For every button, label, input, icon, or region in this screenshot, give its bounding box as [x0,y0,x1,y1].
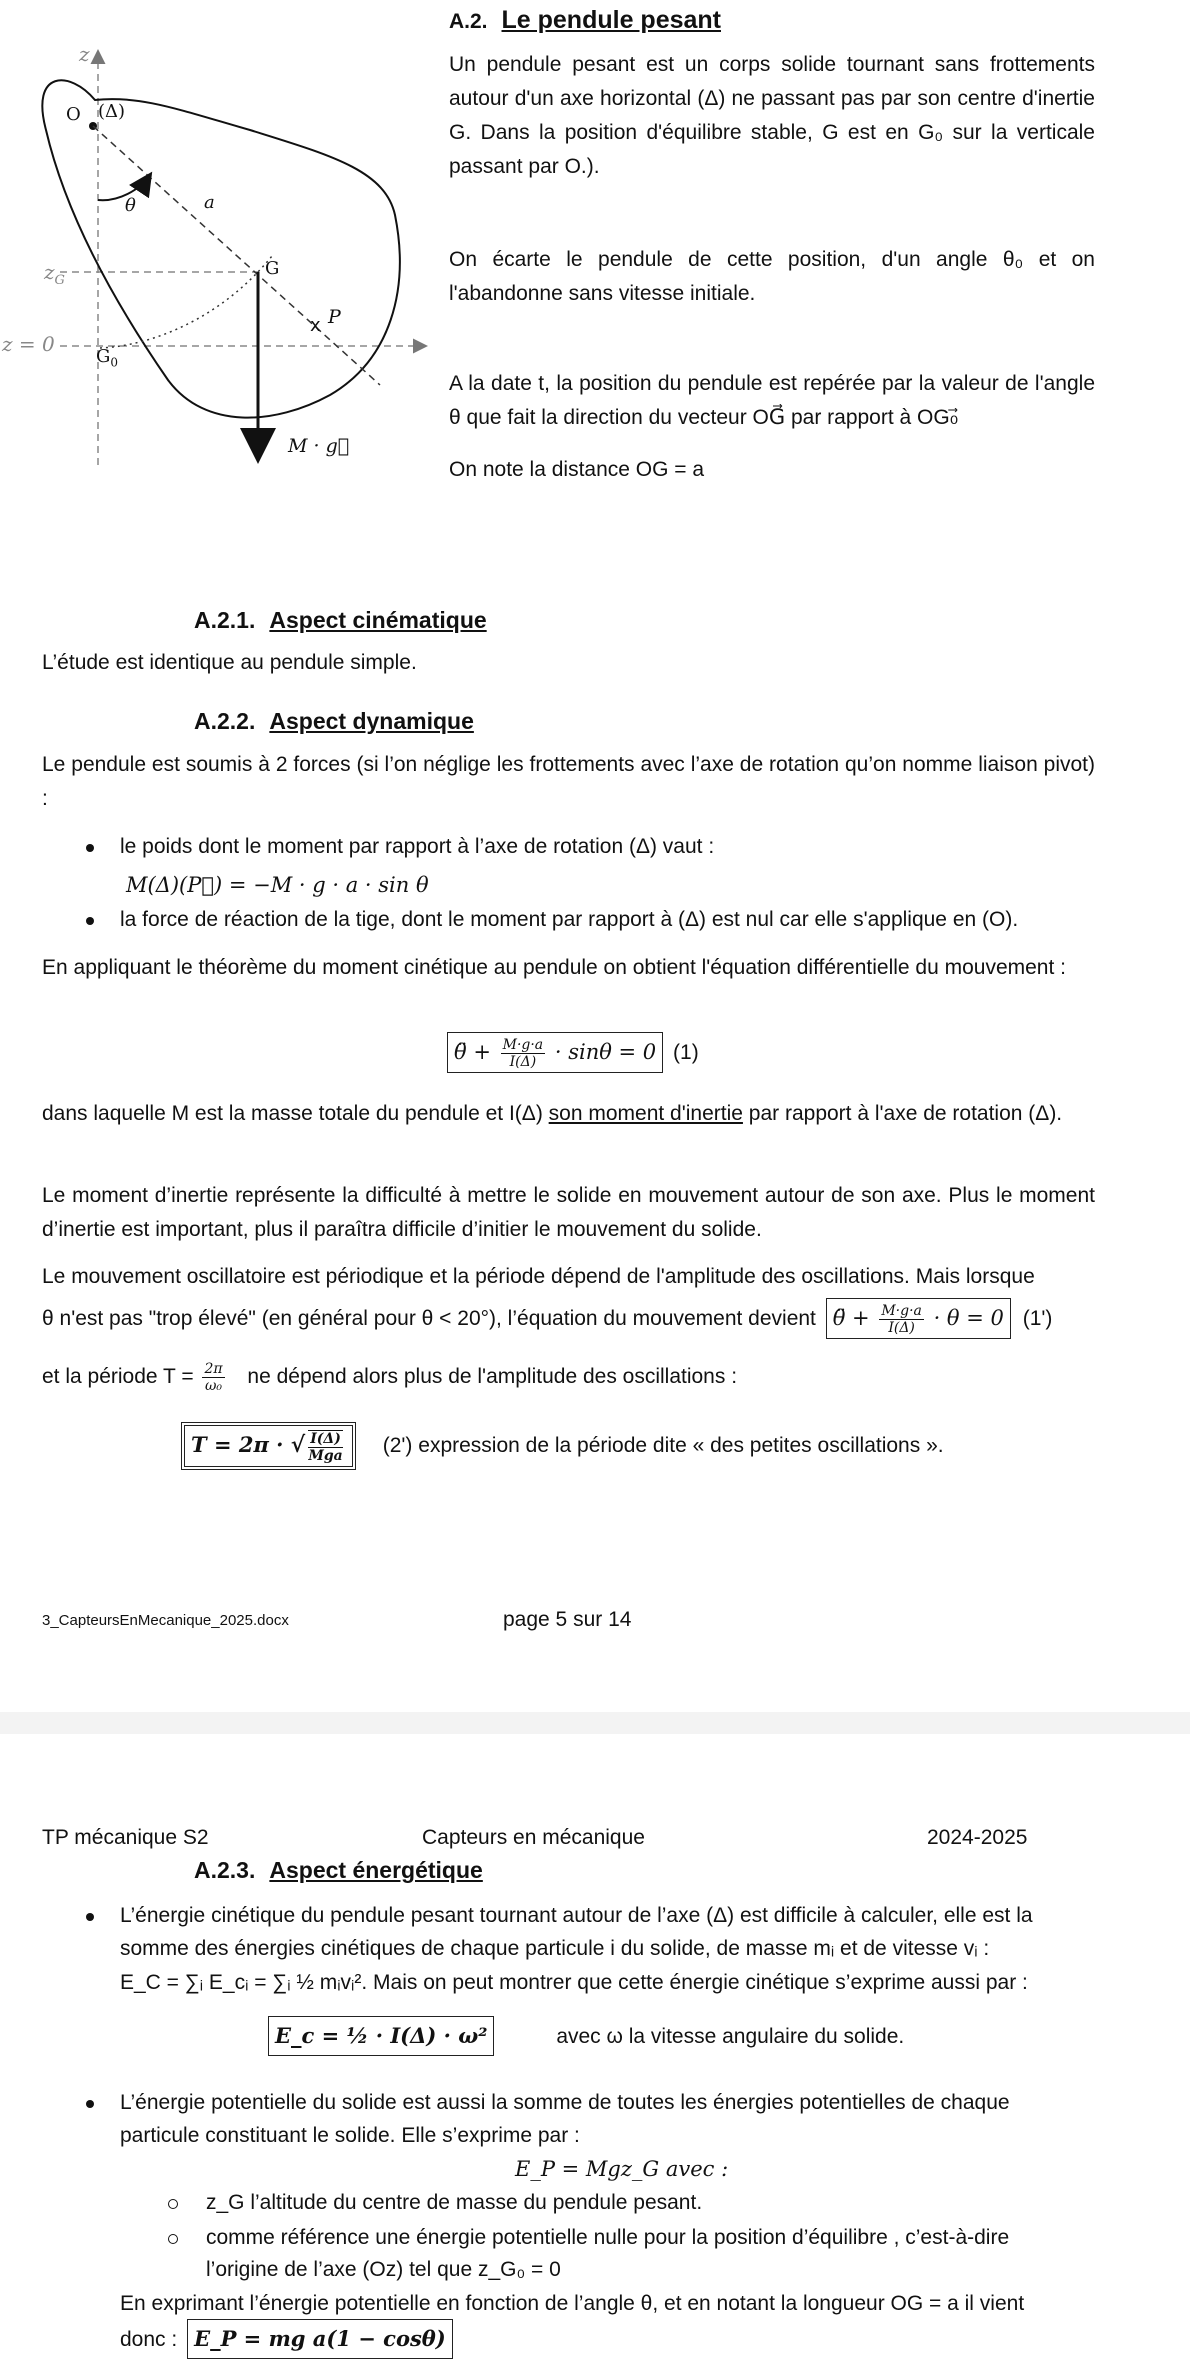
a2-paragraph-2: On écarte le pendule de cette position, d'un angle θ₀ et on l'abandonne sans vitesse initiale. [449,248,1095,305]
a2-paragraph-1: Un pendule pesant est un corps solide tournant sans frottements autour d'un axe horizontal (Δ) ne passant pas par son centre d'inertie G. Dans la position d'équilibre stable, G est en G₀ sur la verticale passant par O.). [449,53,1095,178]
equation-2 [184,1425,944,1467]
fig-label-O: O [66,104,81,125]
theorem-paragraph: En appliquant le théorème du moment cinétique au pendule on obtient l'équation différentielle du mouvement : [42,956,1066,979]
page-separator [0,1712,1190,1734]
period-paragraph: et la période T = $\frac{2\pi}{\text{ω₀}}$ ne dépend alors plus de l'amplitude des oscillations : [42,1360,738,1394]
fig-label-a: a [204,192,215,213]
bullet-kinetic-energy-line1: L’énergie cinétique du pendule pesant tournant autour de l’axe (Δ) est difficile à calculer, elle est la [120,1899,1098,1933]
a2-paragraph-3: A la date t, la position du pendule est repérée par la valeur de l'angle θ que fait la direction du vecteur OG⃗ par rapport à OG₀⃗ [449,372,1095,429]
footer-filename: 3_CapteursEnMecanique_2025.docx [42,1612,289,1629]
equation-1-box: θ̈ + $\frac{M\cdot g\cdot a}{I(\Delta)}$ · sinθ = 0 [447,1032,663,1073]
fig-label-weight: M · g⃗ [288,435,350,457]
section-title: Aspect cinématique [269,607,487,633]
section-heading-a23 [194,1857,483,1884]
equation-2-box: T = 2π · √ $\frac{I(\Delta)}{\text{Mga}}$ [184,1425,353,1467]
fig-label-P: P [328,306,341,328]
potential-energy-box: E_P = mg a(1 − cosθ) [187,2319,453,2359]
fig-label-G0: $G_0$ [96,346,119,370]
theta-arc [98,175,150,200]
section-title: Aspect énergétique [269,1857,483,1883]
a21-paragraph: L’étude est identique au pendule simple. [42,651,417,674]
section-heading-a21 [194,607,487,634]
header-left: TP mécanique S2 [42,1826,209,1849]
section-heading-a2 [449,6,721,35]
sub-bullet-altitude: z_G l’altitude du centre de masse du pendule pesant. [206,2186,702,2220]
header-center: Capteurs en mécanique [422,1826,645,1849]
fig-label-G: G [265,258,280,279]
sub-bullet-reference-line1: comme référence une énergie potentielle nulle pour la position d’équilibre , c’est-à-dire [206,2221,1096,2255]
fig-label-z0: z = 0 [2,332,55,356]
potential-energy-equation: E_P = Mgz_G avec : [515,2157,729,2181]
bullet-weight: le poids dont le moment par rapport à l’axe de rotation (Δ) vaut : [120,830,714,864]
oscillation-paragraph-line2: θ n'est pas "trop élevé" (en général pour θ < 20°), l’équation du mouvement devient θ̈ + $\frac{M\cdot g\cdot a}{I(\Delta)}$ · θ = 0 (1') [42,1298,1102,1339]
bullet-potential-energy-line1: L’énergie potentielle du solide est aussi la somme de toutes les énergies potentielles de chaque [120,2086,1098,2120]
kinetic-energy-formula [268,2016,904,2056]
final-paragraph-line1: En exprimant l’énergie potentielle en fonction de l’angle θ, et en notant la longueur OG = a il vient [120,2292,1025,2315]
section-number: A.2. [449,10,488,33]
trajectory-arc [100,256,272,348]
bullet-kinetic-energy-line2: somme des énergies cinétiques de chaque particule i du solide, de masse mᵢ et de vitesse vᵢ : [120,1937,990,1960]
equation-2-description: (2') expression de la période dite « des petites oscillations ». [382,1434,944,1457]
p-cross: x [310,315,321,336]
fig-label-theta: θ [125,195,136,216]
final-paragraph-line2: donc : E_P = mg a(1 − cosθ) [120,2319,453,2359]
equation-1-tag: (1) [673,1041,699,1064]
bullet-kinetic-energy-line3: E_C = ∑ᵢ E_cᵢ = ∑ᵢ ½ mᵢvᵢ². Mais on peut montrer que cette énergie cinétique s’exprime aussi par : [120,1971,1028,1994]
bullet-potential-energy-line2: particule constituant le solide. Elle s’exprime par : [120,2124,580,2147]
inertia-definition-paragraph: dans laquelle M est la masse totale du pendule et I(Δ) son moment d'inertie par rapport à l'axe de rotation (Δ). [42,1102,1063,1125]
moment-equation: M(Δ)(P⃗) = −M · g · a · sin θ [126,873,429,897]
a22-paragraph-intro: Le pendule est soumis à 2 forces (si l’on néglige les frottements avec l’axe de rotation qu’on nomme liaison pivot) : [42,753,1095,810]
fig-label-z: z [79,42,90,66]
document-page-6 [0,1734,1190,2350]
section-number: A.2.3. [194,1857,256,1883]
section-title: Le pendule pesant [501,6,721,34]
inertia-explanation-paragraph: Le moment d’inertie représente la difficulté à mettre le solide en mouvement autour de son axe. Plus le moment d’inertie est important, plus il paraîtra difficile d’initier le mouvement du solide. [42,1184,1095,1241]
oscillation-paragraph-line1: Le mouvement oscillatoire est périodique et la période dépend de l'amplitude des oscillations. Mais lorsque [42,1265,1035,1288]
header-right: 2024-2025 [927,1826,1028,1849]
section-number: A.2.2. [194,708,256,734]
equation-1 [447,1032,699,1073]
fig-label-zG: $z_G$ [44,260,65,288]
bullet-reaction: la force de réaction de la tige, dont le moment par rapport à (Δ) est nul car elle s'applique en (O). [120,903,1018,937]
kinetic-energy-description: avec ω la vitesse angulaire du solide. [556,2025,905,2048]
kinetic-energy-box: E_c = ½ · I(Δ) · ω² [268,2016,494,2056]
footer-page-number: page 5 sur 14 [503,1608,632,1631]
equation-1prime-box: θ̈ + $\frac{M\cdot g\cdot a}{I(\Delta)}$ · θ = 0 [826,1298,1011,1339]
section-heading-a22 [194,708,474,735]
section-title: Aspect dynamique [269,708,474,734]
equation-1prime-tag: (1') [1022,1307,1053,1330]
a2-paragraph-4: On note la distance OG = a [449,458,705,481]
fig-label-delta: (Δ) [98,101,126,122]
section-number: A.2.1. [194,607,256,633]
sub-bullet-reference-line2: l’origine de l’axe (Oz) tel que z_G₀ = 0 [206,2258,561,2281]
